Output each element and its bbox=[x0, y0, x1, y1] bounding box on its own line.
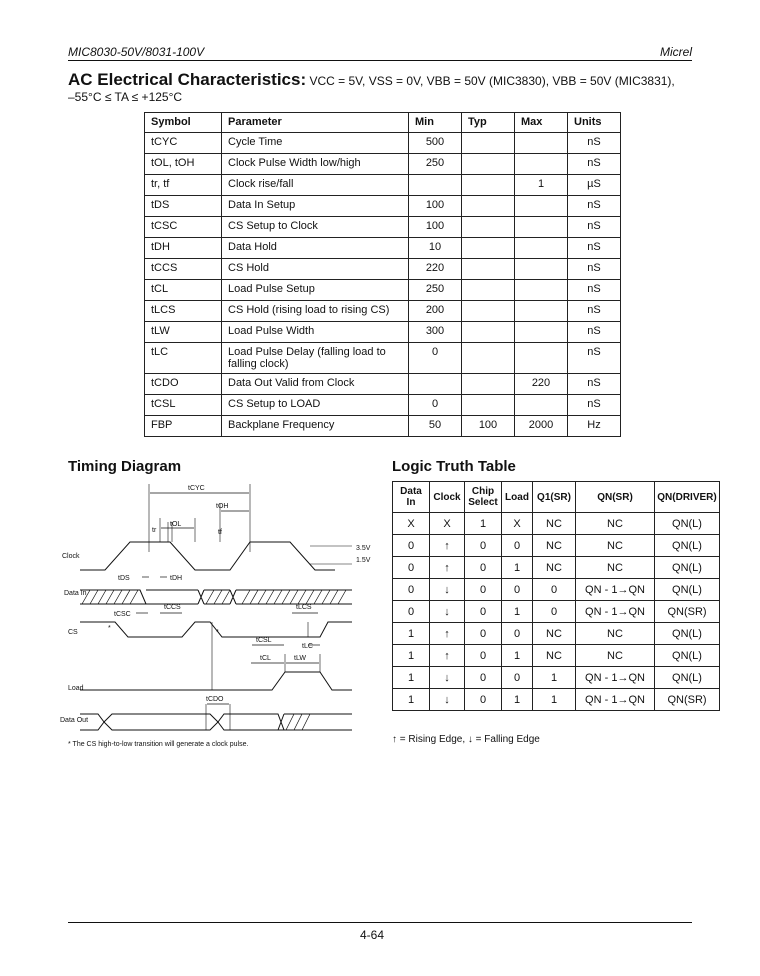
min-cell: 250 bbox=[409, 280, 462, 301]
typ-cell bbox=[462, 280, 515, 301]
label-tccs: tCCS bbox=[164, 604, 181, 611]
truth-cell: NC bbox=[533, 535, 576, 557]
min-cell: 220 bbox=[409, 259, 462, 280]
parameter-cell: Backplane Frequency bbox=[222, 416, 409, 437]
header-rule bbox=[68, 60, 692, 61]
truth-cell: NC bbox=[533, 623, 576, 645]
table-row bbox=[145, 416, 621, 437]
max-cell bbox=[515, 133, 568, 154]
table-row bbox=[145, 322, 621, 343]
table-row bbox=[145, 133, 621, 154]
max-cell: 220 bbox=[515, 374, 568, 395]
truth-cell: NC bbox=[576, 645, 655, 667]
label-toh: tOH bbox=[216, 503, 229, 510]
parameter-cell: Data Hold bbox=[222, 238, 409, 259]
truth-cell: 0 bbox=[393, 557, 430, 579]
truth-cell: ↓ bbox=[430, 579, 465, 601]
ac-heading bbox=[68, 70, 708, 90]
truth-cell: QN(L) bbox=[655, 535, 720, 557]
ac-characteristics-table bbox=[144, 112, 621, 437]
label-tol: tOL bbox=[170, 521, 182, 528]
truth-cell: NC bbox=[533, 645, 576, 667]
units-cell: Hz bbox=[568, 416, 621, 437]
col-clock: Clock bbox=[430, 482, 465, 513]
truth-cell: 0 bbox=[465, 579, 502, 601]
table-header-row bbox=[145, 113, 621, 133]
symbol-cell: tLW bbox=[145, 322, 222, 343]
min-cell: 0 bbox=[409, 395, 462, 416]
table-row bbox=[393, 623, 720, 645]
data-out-hatch bbox=[286, 714, 310, 730]
truth-cell: 1 bbox=[393, 689, 430, 711]
level-label-low: 1.5V bbox=[356, 557, 371, 564]
max-cell bbox=[515, 196, 568, 217]
col-data-in: Data In bbox=[393, 482, 430, 513]
truth-cell: QN(L) bbox=[655, 557, 720, 579]
parameter-cell: Load Pulse Width bbox=[222, 322, 409, 343]
max-cell bbox=[515, 154, 568, 175]
label-tcyc: tCYC bbox=[188, 485, 205, 492]
truth-cell: 1 bbox=[393, 667, 430, 689]
table-row bbox=[393, 667, 720, 689]
typ-cell bbox=[462, 238, 515, 259]
label-tdh: tDH bbox=[170, 575, 183, 582]
truth-cell: QN(L) bbox=[655, 667, 720, 689]
truth-table-title: Logic Truth Table bbox=[392, 458, 516, 475]
symbol-cell: tDS bbox=[145, 196, 222, 217]
symbol-cell: FBP bbox=[145, 416, 222, 437]
logic-truth-table bbox=[392, 481, 720, 711]
col-qn-sr: QN(SR) bbox=[576, 482, 655, 513]
min-cell: 100 bbox=[409, 217, 462, 238]
ac-temp-range: –55°C ≤ TA ≤ +125°C bbox=[68, 90, 183, 104]
truth-cell: 1 bbox=[533, 667, 576, 689]
units-cell: nS bbox=[568, 395, 621, 416]
truth-cell: 1 bbox=[533, 689, 576, 711]
truth-cell: NC bbox=[576, 557, 655, 579]
ac-title: AC Electrical Characteristics: bbox=[68, 70, 307, 89]
min-cell: 300 bbox=[409, 322, 462, 343]
label-tlc: tLC bbox=[302, 643, 313, 650]
data-in-hatch bbox=[82, 590, 346, 604]
min-cell: 500 bbox=[409, 133, 462, 154]
table-row bbox=[393, 645, 720, 667]
min-cell bbox=[409, 374, 462, 395]
label-tds: tDS bbox=[118, 575, 130, 582]
units-cell: nS bbox=[568, 343, 621, 374]
truth-cell: NC bbox=[576, 513, 655, 535]
symbol-cell: tCDO bbox=[145, 374, 222, 395]
truth-cell: NC bbox=[533, 513, 576, 535]
col-typ: Typ bbox=[462, 113, 515, 133]
max-cell bbox=[515, 343, 568, 374]
load-waveform bbox=[80, 672, 352, 690]
table-row bbox=[145, 343, 621, 374]
truth-cell: ↑ bbox=[430, 645, 465, 667]
truth-cell: 0 bbox=[465, 623, 502, 645]
truth-cell: 0 bbox=[533, 601, 576, 623]
table-row bbox=[145, 395, 621, 416]
min-cell: 200 bbox=[409, 301, 462, 322]
table-row bbox=[393, 513, 720, 535]
truth-cell: 0 bbox=[502, 535, 533, 557]
label-tlw: tLW bbox=[294, 655, 306, 662]
table-row bbox=[145, 238, 621, 259]
signal-label-data-out: Data Out bbox=[60, 717, 89, 724]
parameter-cell: CS Setup to LOAD bbox=[222, 395, 409, 416]
truth-cell: 1 bbox=[393, 645, 430, 667]
table-row bbox=[145, 217, 621, 238]
max-cell: 2000 bbox=[515, 416, 568, 437]
units-cell: nS bbox=[568, 238, 621, 259]
col-load: Load bbox=[502, 482, 533, 513]
ac-conditions: VCC = 5V, VSS = 0V, VBB = 50V (MIC3830), VBB = 50V (MIC3831), bbox=[309, 74, 675, 88]
truth-cell: NC bbox=[576, 535, 655, 557]
col-max: Max bbox=[515, 113, 568, 133]
truth-cell: 0 bbox=[465, 689, 502, 711]
truth-cell: QN - 1→QN bbox=[576, 579, 655, 601]
truth-cell: ↓ bbox=[430, 667, 465, 689]
parameter-cell: Clock rise/fall bbox=[222, 175, 409, 196]
truth-cell: 0 bbox=[393, 601, 430, 623]
col-qn-driver: QN(DRIVER) bbox=[655, 482, 720, 513]
truth-cell: 1 bbox=[502, 645, 533, 667]
max-cell bbox=[515, 301, 568, 322]
col-symbol: Symbol bbox=[145, 113, 222, 133]
page-number: 4-64 bbox=[360, 928, 385, 942]
table-row bbox=[393, 557, 720, 579]
label-tcsc: tCSC bbox=[114, 611, 131, 618]
brand-name: Micrel bbox=[660, 45, 692, 59]
min-cell: 100 bbox=[409, 196, 462, 217]
col-units: Units bbox=[568, 113, 621, 133]
symbol-cell: tr, tf bbox=[145, 175, 222, 196]
typ-cell bbox=[462, 395, 515, 416]
table-row bbox=[145, 374, 621, 395]
typ-cell bbox=[462, 217, 515, 238]
truth-header-row bbox=[393, 482, 720, 513]
table-row bbox=[393, 579, 720, 601]
label-tcdo: tCDO bbox=[206, 696, 224, 703]
table-row bbox=[145, 196, 621, 217]
timing-diagram-title: Timing Diagram bbox=[68, 458, 182, 475]
max-cell bbox=[515, 259, 568, 280]
units-cell: nS bbox=[568, 301, 621, 322]
parameter-cell: Data In Setup bbox=[222, 196, 409, 217]
truth-cell: QN(L) bbox=[655, 579, 720, 601]
parameter-cell: CS Hold (rising load to rising CS) bbox=[222, 301, 409, 322]
label-tlcs: tLCS bbox=[296, 604, 312, 611]
truth-cell: 0 bbox=[465, 645, 502, 667]
max-cell: 1 bbox=[515, 175, 568, 196]
label-tcsl: tCSL bbox=[256, 637, 272, 644]
max-cell bbox=[515, 395, 568, 416]
truth-cell: QN(L) bbox=[655, 645, 720, 667]
typ-cell bbox=[462, 301, 515, 322]
min-cell bbox=[409, 175, 462, 196]
min-cell: 0 bbox=[409, 343, 462, 374]
min-cell: 10 bbox=[409, 238, 462, 259]
truth-cell: 1 bbox=[393, 623, 430, 645]
truth-cell: QN(SR) bbox=[655, 601, 720, 623]
truth-cell: 0 bbox=[465, 557, 502, 579]
units-cell: nS bbox=[568, 217, 621, 238]
symbol-cell: tDH bbox=[145, 238, 222, 259]
parameter-cell: CS Hold bbox=[222, 259, 409, 280]
min-cell: 50 bbox=[409, 416, 462, 437]
col-q1-sr: Q1(SR) bbox=[533, 482, 576, 513]
truth-cell: 0 bbox=[465, 601, 502, 623]
col-parameter: Parameter bbox=[222, 113, 409, 133]
table-row bbox=[393, 535, 720, 557]
max-cell bbox=[515, 217, 568, 238]
truth-cell: 0 bbox=[502, 579, 533, 601]
typ-cell bbox=[462, 196, 515, 217]
timing-footnote: * The CS high-to-low transition will generate a clock pulse. bbox=[68, 741, 249, 748]
parameter-cell: Cycle Time bbox=[222, 133, 409, 154]
footer-rule bbox=[68, 922, 692, 923]
signal-label-clock: Clock bbox=[62, 553, 80, 560]
units-cell: nS bbox=[568, 196, 621, 217]
max-cell bbox=[515, 280, 568, 301]
typ-cell bbox=[462, 259, 515, 280]
truth-cell: X bbox=[430, 513, 465, 535]
col-chip-select: Chip Select bbox=[465, 482, 502, 513]
doc-id: MIC8030-50V/8031-100V bbox=[68, 45, 205, 59]
symbol-cell: tCCS bbox=[145, 259, 222, 280]
typ-cell bbox=[462, 374, 515, 395]
units-cell: nS bbox=[568, 133, 621, 154]
truth-cell: 1 bbox=[465, 513, 502, 535]
truth-cell: NC bbox=[533, 557, 576, 579]
label-tr: tr bbox=[152, 527, 157, 534]
symbol-cell: tOL, tOH bbox=[145, 154, 222, 175]
typ-cell bbox=[462, 154, 515, 175]
truth-cell: QN - 1→QN bbox=[576, 689, 655, 711]
truth-cell: 0 bbox=[502, 667, 533, 689]
typ-cell bbox=[462, 175, 515, 196]
typ-cell bbox=[462, 133, 515, 154]
truth-cell: X bbox=[502, 513, 533, 535]
units-cell: nS bbox=[568, 259, 621, 280]
truth-cell: 1 bbox=[502, 601, 533, 623]
table-row bbox=[145, 259, 621, 280]
typ-cell bbox=[462, 343, 515, 374]
parameter-cell: Data Out Valid from Clock bbox=[222, 374, 409, 395]
truth-cell: QN(SR) bbox=[655, 689, 720, 711]
label-tf: tf bbox=[218, 529, 222, 536]
table-row bbox=[145, 280, 621, 301]
truth-cell: ↑ bbox=[430, 535, 465, 557]
truth-cell: 0 bbox=[533, 579, 576, 601]
col-min: Min bbox=[409, 113, 462, 133]
truth-cell: 0 bbox=[465, 667, 502, 689]
table-row bbox=[145, 154, 621, 175]
label-tcl: tCL bbox=[260, 655, 271, 662]
units-cell: nS bbox=[568, 374, 621, 395]
symbol-cell: tLCS bbox=[145, 301, 222, 322]
truth-cell: X bbox=[393, 513, 430, 535]
truth-cell: 1 bbox=[502, 689, 533, 711]
symbol-cell: tCYC bbox=[145, 133, 222, 154]
symbol-cell: tLC bbox=[145, 343, 222, 374]
clock-waveform bbox=[80, 542, 335, 570]
star-marker-2: * bbox=[216, 629, 219, 636]
parameter-cell: Load Pulse Setup bbox=[222, 280, 409, 301]
table-row bbox=[145, 175, 621, 196]
truth-cell: 0 bbox=[393, 535, 430, 557]
truth-cell: ↓ bbox=[430, 601, 465, 623]
parameter-cell: Load Pulse Delay (falling load to falling clock) bbox=[222, 343, 409, 374]
truth-cell: QN - 1→QN bbox=[576, 667, 655, 689]
truth-cell: ↓ bbox=[430, 689, 465, 711]
truth-cell: ↑ bbox=[430, 623, 465, 645]
signal-label-cs: CS bbox=[68, 629, 78, 636]
min-cell: 250 bbox=[409, 154, 462, 175]
symbol-cell: tCL bbox=[145, 280, 222, 301]
max-cell bbox=[515, 238, 568, 259]
symbol-cell: tCSC bbox=[145, 217, 222, 238]
truth-cell: ↑ bbox=[430, 557, 465, 579]
table-row bbox=[145, 301, 621, 322]
timing-diagram bbox=[60, 482, 380, 732]
units-cell: nS bbox=[568, 322, 621, 343]
parameter-cell: Clock Pulse Width low/high bbox=[222, 154, 409, 175]
max-cell bbox=[515, 322, 568, 343]
truth-cell: QN(L) bbox=[655, 513, 720, 535]
units-cell: nS bbox=[568, 154, 621, 175]
truth-cell: QN(L) bbox=[655, 623, 720, 645]
truth-cell: NC bbox=[576, 623, 655, 645]
units-cell: nS bbox=[568, 280, 621, 301]
units-cell: µS bbox=[568, 175, 621, 196]
typ-cell bbox=[462, 322, 515, 343]
table-row bbox=[393, 689, 720, 711]
parameter-cell: CS Setup to Clock bbox=[222, 217, 409, 238]
level-label-high: 3.5V bbox=[356, 545, 371, 552]
truth-cell: QN - 1→QN bbox=[576, 601, 655, 623]
data-out-waveform bbox=[80, 714, 352, 730]
truth-cell: 0 bbox=[393, 579, 430, 601]
signal-label-data-in: Data In bbox=[64, 590, 87, 597]
truth-cell: 1 bbox=[502, 557, 533, 579]
symbol-cell: tCSL bbox=[145, 395, 222, 416]
typ-cell: 100 bbox=[462, 416, 515, 437]
star-marker-1: * bbox=[108, 625, 111, 632]
signal-label-load: Load bbox=[68, 685, 84, 692]
truth-legend: ↑ = Rising Edge, ↓ = Falling Edge bbox=[392, 734, 540, 745]
truth-cell: 0 bbox=[502, 623, 533, 645]
truth-cell: 0 bbox=[465, 535, 502, 557]
table-row bbox=[393, 601, 720, 623]
